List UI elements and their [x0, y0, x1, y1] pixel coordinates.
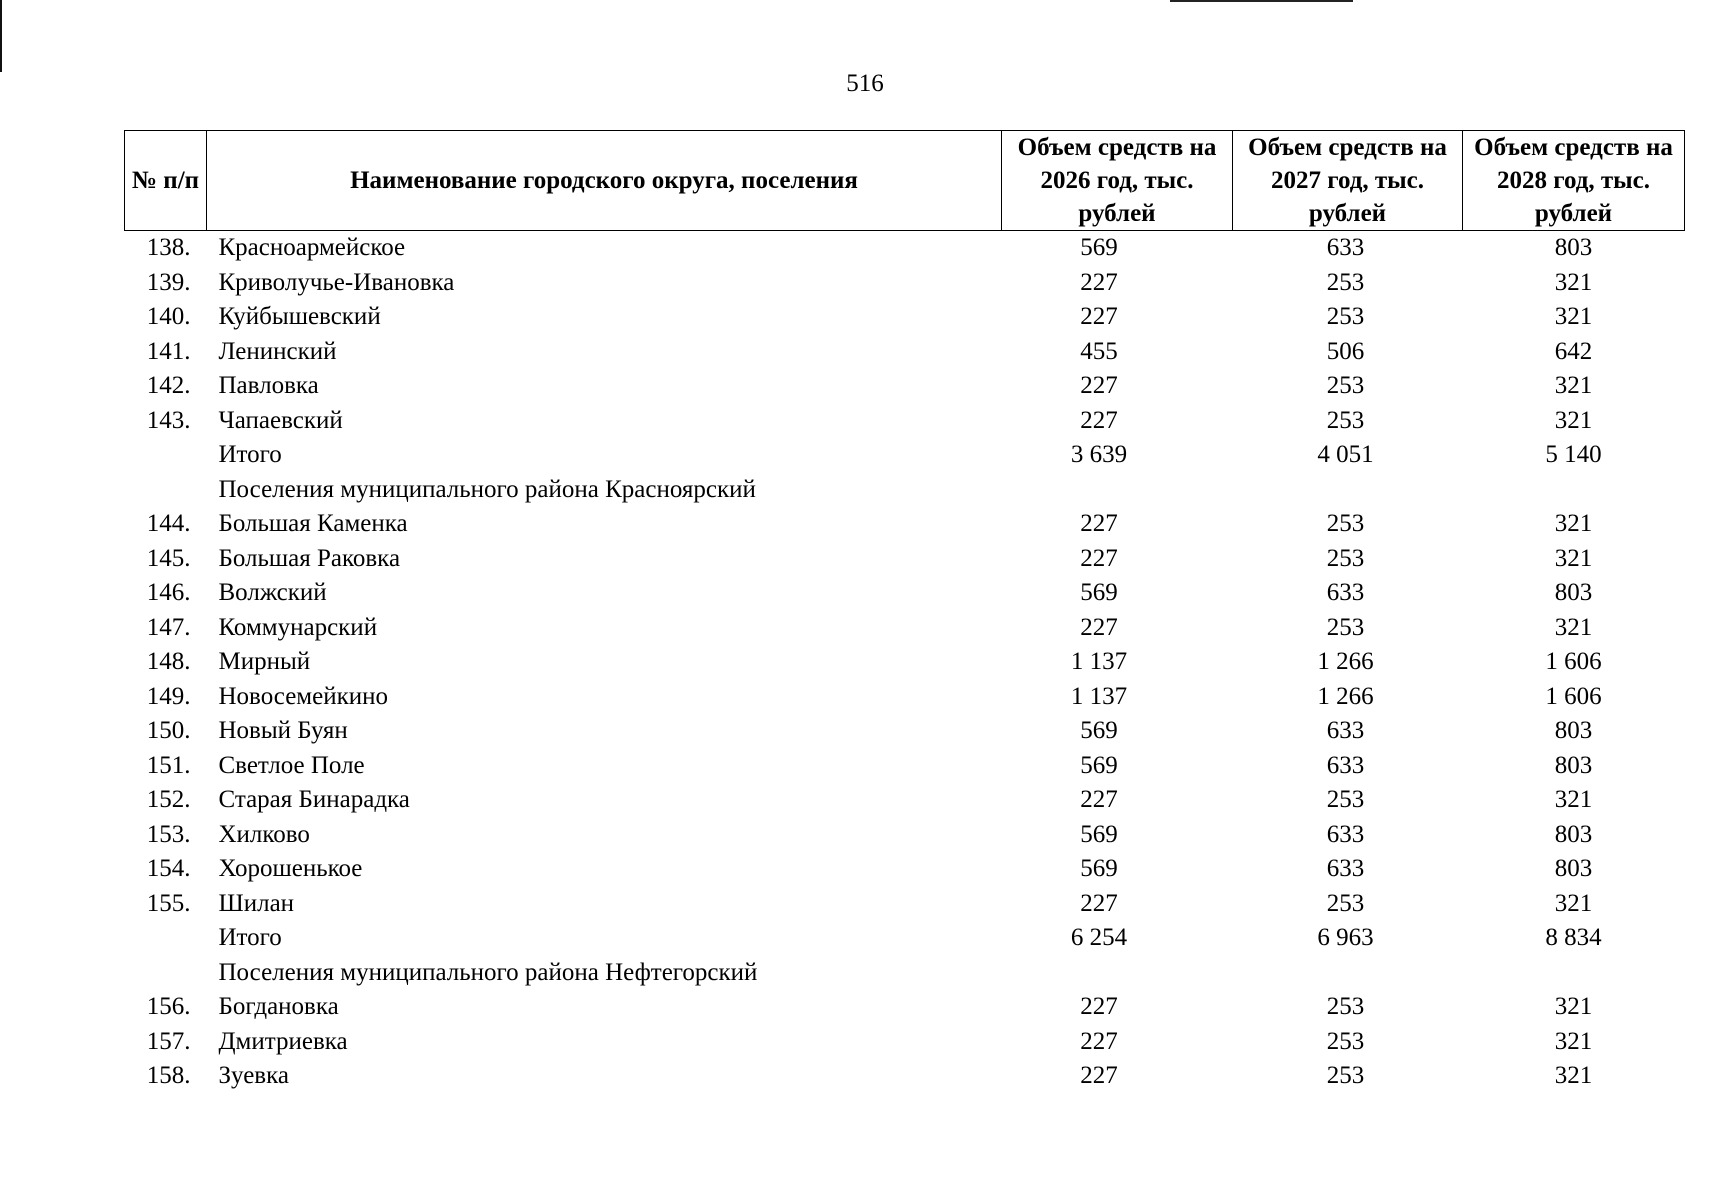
row-number: 143. [146, 406, 191, 434]
row-value-2028: 803 [1554, 820, 1593, 848]
row-name: Мирный [218, 648, 311, 676]
table-row [125, 576, 1685, 611]
table-row [125, 921, 1685, 956]
row-number: 147. [146, 613, 191, 641]
row-name: Итого [218, 441, 282, 469]
row-name: Поселения муниципального района Нефтегорский [218, 958, 758, 986]
table-row [125, 852, 1685, 887]
table-row [125, 369, 1685, 404]
row-value-2028: 321 [1554, 303, 1593, 331]
row-value-2026: 3 639 [1070, 441, 1128, 469]
row-value-2027: 633 [1326, 820, 1365, 848]
row-value-2026: 227 [1080, 993, 1118, 1021]
row-name: Куйбышевский [218, 303, 381, 331]
row-value-2028: 803 [1554, 234, 1593, 262]
table-row [125, 231, 1685, 266]
row-value-2028: 803 [1554, 855, 1593, 883]
row-number: 139. [146, 268, 191, 296]
row-name: Красноармейское [218, 234, 406, 262]
row-name: Хорошенькое [218, 855, 363, 883]
row-value-2028: 1 606 [1545, 648, 1602, 676]
row-number: 150. [146, 717, 191, 745]
row-value-2026: 227 [1080, 406, 1118, 434]
row-name: Новый Буян [218, 717, 348, 745]
table-row [125, 438, 1685, 473]
row-number: 151. [146, 751, 191, 779]
row-number: 141. [146, 337, 191, 365]
row-value-2026: 6 254 [1070, 924, 1128, 952]
row-value-2028: 321 [1554, 613, 1593, 641]
row-number: 140. [146, 303, 191, 331]
row-value-2027: 633 [1326, 579, 1365, 607]
row-value-2028: 803 [1554, 751, 1593, 779]
row-number: 157. [146, 1027, 191, 1055]
row-value-2028: 321 [1554, 372, 1593, 400]
row-value-2028: 321 [1554, 406, 1593, 434]
row-value-2026: 227 [1080, 544, 1118, 572]
row-value-2027: 1 266 [1317, 648, 1374, 676]
row-value-2026: 569 [1080, 234, 1118, 262]
row-name: Большая Раковка [218, 544, 401, 572]
row-name: Старая Бинарадка [218, 786, 410, 814]
row-value-2027 [1233, 956, 1463, 991]
row-value-2027: 253 [1326, 613, 1365, 641]
row-value-2027: 253 [1326, 372, 1365, 400]
row-number: 144. [146, 510, 191, 538]
table-row [125, 611, 1685, 646]
row-value-2027: 253 [1326, 406, 1365, 434]
row-number: 146. [146, 579, 191, 607]
row-value-2026: 569 [1080, 855, 1118, 883]
row-value-2028: 5 140 [1545, 441, 1602, 469]
row-value-2026: 569 [1080, 717, 1118, 745]
row-value-2028: 321 [1554, 510, 1593, 538]
header-num: № п/п [125, 131, 207, 231]
table-row [125, 714, 1685, 749]
page-number: 516 [846, 70, 884, 97]
table-row [125, 749, 1685, 784]
row-value-2027: 253 [1326, 303, 1365, 331]
row-value-2026: 569 [1080, 751, 1118, 779]
row-value-2027: 253 [1326, 268, 1365, 296]
row-value-2026: 227 [1080, 303, 1118, 331]
row-value-2027: 506 [1326, 337, 1365, 365]
row-value-2026: 227 [1080, 613, 1118, 641]
table-row [125, 645, 1685, 680]
row-value-2027: 253 [1326, 993, 1365, 1021]
row-number: 142. [146, 372, 191, 400]
row-number: 145. [146, 544, 191, 572]
row-name: Хилково [218, 820, 310, 848]
row-name: Дмитриевка [218, 1027, 348, 1055]
row-value-2026: 227 [1080, 786, 1118, 814]
row-number: 152. [146, 786, 191, 814]
table-row [125, 1059, 1685, 1094]
row-value-2026: 1 137 [1070, 682, 1128, 710]
row-number: 156. [146, 993, 191, 1021]
row-value-2026: 227 [1080, 1062, 1118, 1090]
table-row [125, 818, 1685, 853]
row-number: 158. [146, 1062, 191, 1090]
header-2028: Объем средств на 2028 год, тыс. рублей [1463, 131, 1685, 231]
row-number: 148. [146, 648, 191, 676]
row-name: Ленинский [218, 337, 337, 365]
table-header-row [125, 131, 1685, 231]
table-body [125, 231, 1685, 1094]
row-value-2028: 321 [1554, 268, 1593, 296]
row-value-2026: 1 137 [1070, 648, 1128, 676]
table-row [125, 887, 1685, 922]
row-value-2026: 227 [1080, 510, 1118, 538]
row-name: Волжский [218, 579, 327, 607]
row-value-2026: 227 [1080, 372, 1118, 400]
row-number: 154. [146, 855, 191, 883]
row-value-2027: 253 [1326, 786, 1365, 814]
row-value-2027: 253 [1326, 544, 1365, 572]
row-value-2026: 455 [1080, 337, 1118, 365]
row-value-2027: 633 [1326, 234, 1365, 262]
row-name: Светлое Поле [218, 751, 365, 779]
table-row [125, 335, 1685, 370]
table-row [125, 473, 1685, 508]
row-value-2028: 803 [1554, 579, 1593, 607]
row-value-2027: 253 [1326, 510, 1365, 538]
row-name: Чапаевский [218, 406, 343, 434]
row-name: Большая Каменка [218, 510, 408, 538]
row-number: 149. [146, 682, 191, 710]
row-number: 153. [146, 820, 191, 848]
table-row [125, 783, 1685, 818]
scan-edge-line [0, 0, 2, 72]
row-value-2026: 227 [1080, 889, 1118, 917]
row-value-2027: 253 [1326, 1027, 1365, 1055]
table-row [125, 956, 1685, 991]
row-value-2026: 569 [1080, 820, 1118, 848]
table-row [125, 507, 1685, 542]
row-value-2028: 321 [1554, 1027, 1593, 1055]
table-row [125, 990, 1685, 1025]
row-value-2026: 227 [1080, 268, 1118, 296]
top-rule-line [1170, 0, 1353, 2]
row-value-2028: 321 [1554, 544, 1593, 572]
row-value-2028: 321 [1554, 786, 1593, 814]
row-value-2028: 642 [1554, 337, 1593, 365]
header-2027: Объем средств на 2027 год, тыс. рублей [1233, 131, 1463, 231]
row-number: 138. [146, 234, 191, 262]
row-value-2027: 633 [1326, 751, 1365, 779]
row-value-2028: 1 606 [1545, 682, 1602, 710]
row-value-2026: 569 [1080, 579, 1118, 607]
row-value-2027: 6 963 [1317, 924, 1374, 952]
table-row [125, 404, 1685, 439]
row-value-2028: 8 834 [1545, 924, 1602, 952]
row-value-2027 [1233, 473, 1463, 508]
row-value-2028: 321 [1554, 889, 1593, 917]
row-value-2028 [1463, 473, 1685, 508]
row-value-2027: 4 051 [1317, 441, 1374, 469]
row-value-2027: 253 [1326, 889, 1365, 917]
row-name: Зуевка [218, 1062, 289, 1090]
row-name: Коммунарский [218, 613, 378, 641]
row-name: Богдановка [218, 993, 339, 1021]
funding-table [124, 130, 1685, 1094]
row-name: Итого [218, 924, 282, 952]
row-name: Павловка [218, 372, 319, 400]
header-name: Наименование городского округа, поселения [207, 131, 1002, 231]
row-number [125, 956, 207, 991]
row-name: Поселения муниципального района Красноярский [218, 475, 756, 503]
table-row [125, 542, 1685, 577]
row-number: 155. [146, 889, 191, 917]
row-number [125, 921, 207, 956]
row-name: Шилан [218, 889, 295, 917]
header-2026: Объем средств на 2026 год, тыс. рублей [1002, 131, 1233, 231]
row-value-2026 [1002, 956, 1233, 991]
row-number [125, 473, 207, 508]
row-value-2027: 633 [1326, 855, 1365, 883]
row-value-2028 [1463, 956, 1685, 991]
table-row [125, 300, 1685, 335]
row-value-2026 [1002, 473, 1233, 508]
row-value-2027: 253 [1326, 1062, 1365, 1090]
row-number [125, 438, 207, 473]
row-value-2027: 1 266 [1317, 682, 1374, 710]
row-name: Новосемейкино [218, 682, 389, 710]
table-row [125, 266, 1685, 301]
row-value-2026: 227 [1080, 1027, 1118, 1055]
row-value-2028: 803 [1554, 717, 1593, 745]
table-row [125, 1025, 1685, 1060]
row-value-2027: 633 [1326, 717, 1365, 745]
row-name: Криволучье-Ивановка [218, 268, 455, 296]
row-value-2028: 321 [1554, 993, 1593, 1021]
row-value-2028: 321 [1554, 1062, 1593, 1090]
table-row [125, 680, 1685, 715]
